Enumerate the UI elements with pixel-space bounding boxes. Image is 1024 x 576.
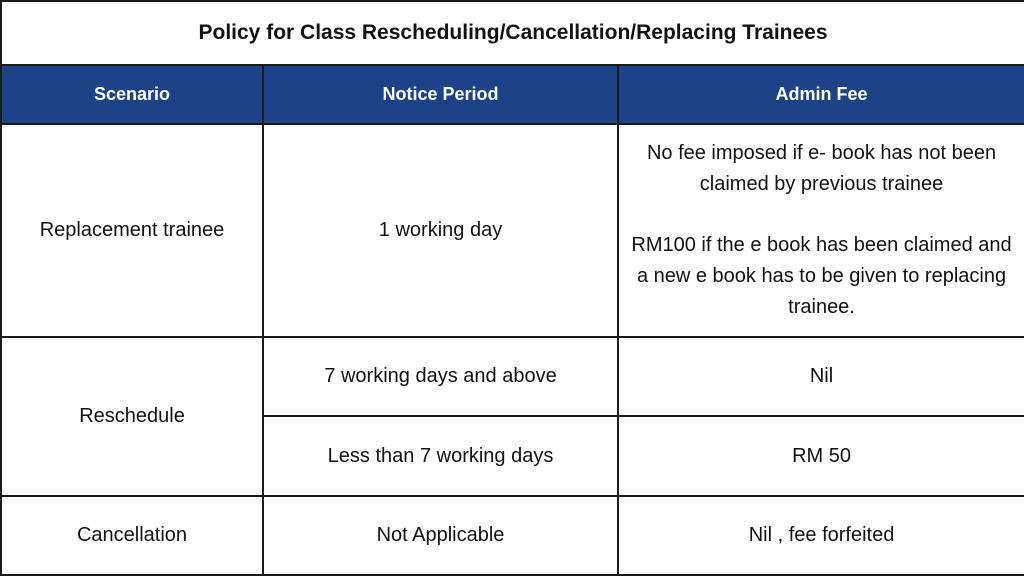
paragraph-gap [629,200,1014,230]
notice-cell: Not Applicable [263,496,618,575]
column-header-admin-fee: Admin Fee [618,65,1024,123]
fee-note-unclaimed: No fee imposed if e- book has not been claimed by previous trainee [646,142,997,196]
notice-cell: Less than 7 working days [263,416,618,497]
notice-cell: 7 working days and above [263,337,618,416]
fee-cell: RM 50 [618,416,1024,497]
table-row-cancellation [1,496,1024,575]
header-row [1,65,1024,123]
fee-note-claimed: RM100 if the e book has been claimed and a new e book has to be given to replacing trainee. [631,234,1012,319]
scenario-cell: Cancellation [1,496,263,575]
fee-cell: Nil , fee forfeited [618,496,1024,575]
fee-cell [618,124,1024,337]
table-title: Policy for Class Rescheduling/Cancellation/Replacing Trainees [1,1,1024,65]
column-header-notice-period: Notice Period [263,65,618,123]
notice-cell: 1 working day [263,124,618,337]
fee-cell: Nil [618,337,1024,416]
table-row-replacement [1,124,1024,337]
table-row-reschedule-1 [1,337,1024,416]
scenario-cell: Replacement trainee [1,124,263,337]
scenario-cell: Reschedule [1,337,263,496]
column-header-scenario: Scenario [1,65,263,123]
title-row [1,1,1024,65]
